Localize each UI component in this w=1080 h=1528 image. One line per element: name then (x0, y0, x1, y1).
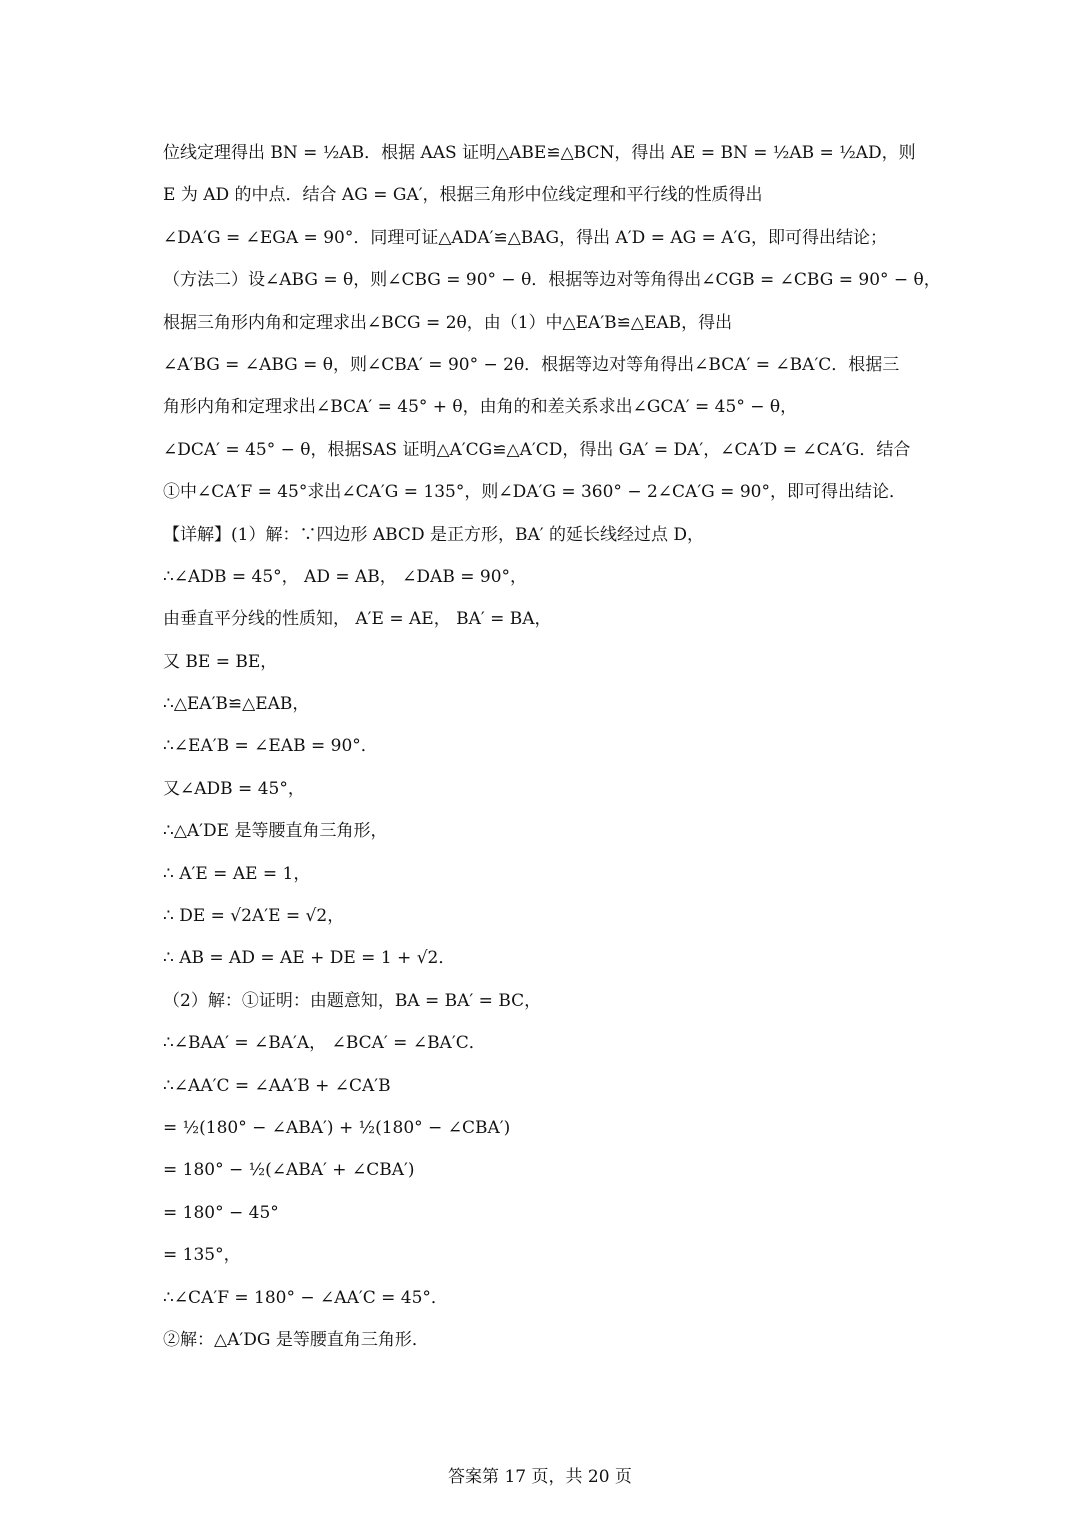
text-line-1: 位线定理得出 BN = ½AB．根据 AAS 证明△ABE≌△BCN，得出 AE = BN = ½AB = ½AD，则 (163, 143, 916, 163)
text-line-14: ∴△EA′B≌△EAB， (163, 694, 310, 715)
text-line-29: ②解：△A′DG 是等腰直角三角形． (163, 1329, 429, 1350)
text-line-25: = 180° − ½(∠ABA′ + ∠CBA′) (163, 1160, 415, 1181)
text-line-6: ∠A′BG = ∠ABG = θ，则∠CBA′ = 90° − 2θ．根据等边对等角得出∠BCA′ = ∠BA′C．根据三 (163, 354, 900, 375)
text-line-20: ∴ AB = AD = AE + DE = 1 + √2． (163, 948, 456, 969)
text-line-15: ∴∠EA′B = ∠EAB = 90°． (163, 736, 378, 757)
text-line-12: 由垂直平分线的性质知， A′E = AE， BA′ = BA， (163, 609, 552, 630)
text-line-9: ①中∠CA′F = 45°求出∠CA′G = 135°，则∠DA′G = 360° − 2∠CA′G = 90°，即可得出结论． (163, 482, 906, 503)
text-line-21: （2）解：①证明：由题意知，BA = BA′ = BC， (163, 990, 542, 1011)
text-line-5: 根据三角形内角和定理求出∠BCG = 2θ，由（1）中△EA′B≌△EAB，得出 (163, 312, 733, 333)
text-line-24: = ½(180° − ∠ABA′) + ½(180° − ∠CBA′) (163, 1117, 511, 1138)
text-line-10: 【详解】(1）解：∵四边形 ABCD 是正方形，BA′ 的延长线经过点 D， (163, 524, 705, 545)
page-footer: 答案第 17 页，共 20 页 (448, 1467, 632, 1487)
text-line-16: 又∠ADB = 45°， (163, 778, 305, 799)
text-line-23: ∴∠AA′C = ∠AA′B + ∠CA′B (163, 1075, 391, 1096)
text-line-26: = 180° − 45° (163, 1202, 279, 1223)
text-line-11: ∴∠ADB = 45°， AD = AB， ∠DAB = 90°， (163, 566, 528, 587)
text-line-2: E 为 AD 的中点．结合 AG = GA′，根据三角形中位线定理和平行线的性质得出 (163, 185, 763, 206)
text-line-18: ∴ A′E = AE = 1， (163, 863, 311, 884)
text-line-22: ∴∠BAA′ = ∠BA′A， ∠BCA′ = ∠BA′C． (163, 1033, 486, 1054)
text-line-17: ∴△A′DE 是等腰直角三角形， (163, 821, 388, 842)
text-line-8: ∠DCA′ = 45° − θ，根据SAS 证明△A′CG≌△A′CD，得出 GA′ = DA′，∠CA′D = ∠CA′G．结合 (163, 439, 911, 460)
text-line-7: 角形内角和定理求出∠BCA′ = 45° + θ，由角的和差关系求出∠GCA′ = 45° − θ， (163, 397, 798, 418)
text-line-28: ∴∠CA′F = 180° − ∠AA′C = 45°． (163, 1287, 448, 1308)
text-line-27: = 135°， (163, 1245, 241, 1266)
text-line-4: （方法二）设∠ABG = θ，则∠CBG = 90° − θ．根据等边对等角得出∠CGB = ∠CBG = 90° − θ， (163, 270, 941, 291)
solution-text (163, 132, 963, 1361)
text-line-13: 又 BE = BE， (163, 651, 278, 672)
text-line-19: ∴ DE = √2A′E = √2， (163, 906, 345, 927)
text-line-3: ∠DA′G = ∠EGA = 90°．同理可证△ADA′≌△BAG，得出 A′D = AG = A′G，即可得出结论； (163, 227, 887, 248)
